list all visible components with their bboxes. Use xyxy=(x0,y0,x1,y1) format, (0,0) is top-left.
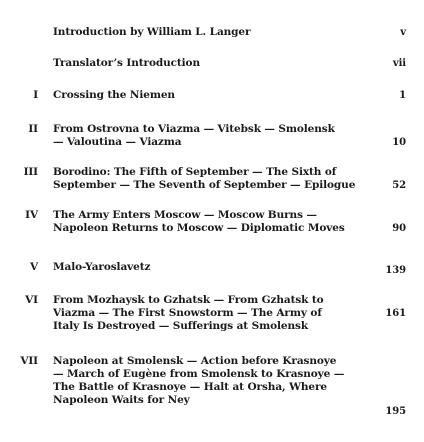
chapter-title-line: Napoleon Waits for Ney xyxy=(53,394,190,406)
chapter-title xyxy=(53,123,375,149)
page-number: 161 xyxy=(385,308,406,319)
chapter-title xyxy=(53,209,375,235)
chapter-title xyxy=(53,294,375,333)
chapter-title xyxy=(53,89,375,102)
chapter-number: VI xyxy=(25,294,38,306)
chapter-title xyxy=(53,166,375,192)
chapter-number: III xyxy=(23,166,38,178)
chapter-title xyxy=(53,261,375,274)
page-number: v xyxy=(400,27,406,38)
page-number: 52 xyxy=(392,180,406,191)
chapter-title xyxy=(53,355,375,407)
chapter-title-line: Napoleon Returns to Moscow — Diplomatic Moves xyxy=(53,222,345,234)
chapter-title-line: The Army Enters Moscow — Moscow Burns — xyxy=(53,209,317,221)
chapter-title-line: The Battle of Krasnoye — Halt at Orsha, Where xyxy=(53,381,327,393)
chapter-title-line: From Mozhaysk to Gzhatsk — From Gzhatsk to xyxy=(53,294,324,306)
page-number: 1 xyxy=(399,90,406,101)
chapter-title-line: From Ostrovna to Viazma — Vitebsk — Smolensk xyxy=(53,123,335,135)
page-number: 10 xyxy=(392,137,406,148)
page-number: 90 xyxy=(392,223,406,234)
chapter-title-line: Borodino: The Fifth of September — The Sixth of xyxy=(53,166,337,178)
chapter-number: I xyxy=(33,89,38,101)
chapter-title-line: Italy Is Destroyed — Sufferings at Smolensk xyxy=(53,320,308,332)
chapter-title xyxy=(53,57,375,70)
page-number: 195 xyxy=(385,406,406,417)
chapter-title-line: — March of Eugène from Smolensk to Krasnoye — xyxy=(53,368,345,380)
chapter-title-line: Viazma — The First Snowstorm — The Army of xyxy=(53,307,322,319)
chapter-title xyxy=(53,26,375,39)
chapter-title-line: Malo-Yaroslavetz xyxy=(53,261,151,273)
chapter-number: V xyxy=(29,261,38,273)
chapter-title-line: September — The Seventh of September — Epilogue xyxy=(53,179,356,191)
chapter-title-line: — Valoutina — Viazma xyxy=(53,136,182,148)
chapter-number: IV xyxy=(25,209,38,221)
chapter-title-line: Introduction by William L. Langer xyxy=(53,26,251,38)
chapter-title-line: Crossing the Niemen xyxy=(53,89,175,101)
page-number: vii xyxy=(392,58,406,69)
chapter-number: II xyxy=(28,123,38,135)
chapter-number: VII xyxy=(20,355,38,367)
chapter-title-line: Translator’s Introduction xyxy=(53,57,200,69)
chapter-title-line: Napoleon at Smolensk — Action before Krasnoye xyxy=(53,355,337,367)
page-number: 139 xyxy=(385,265,406,276)
